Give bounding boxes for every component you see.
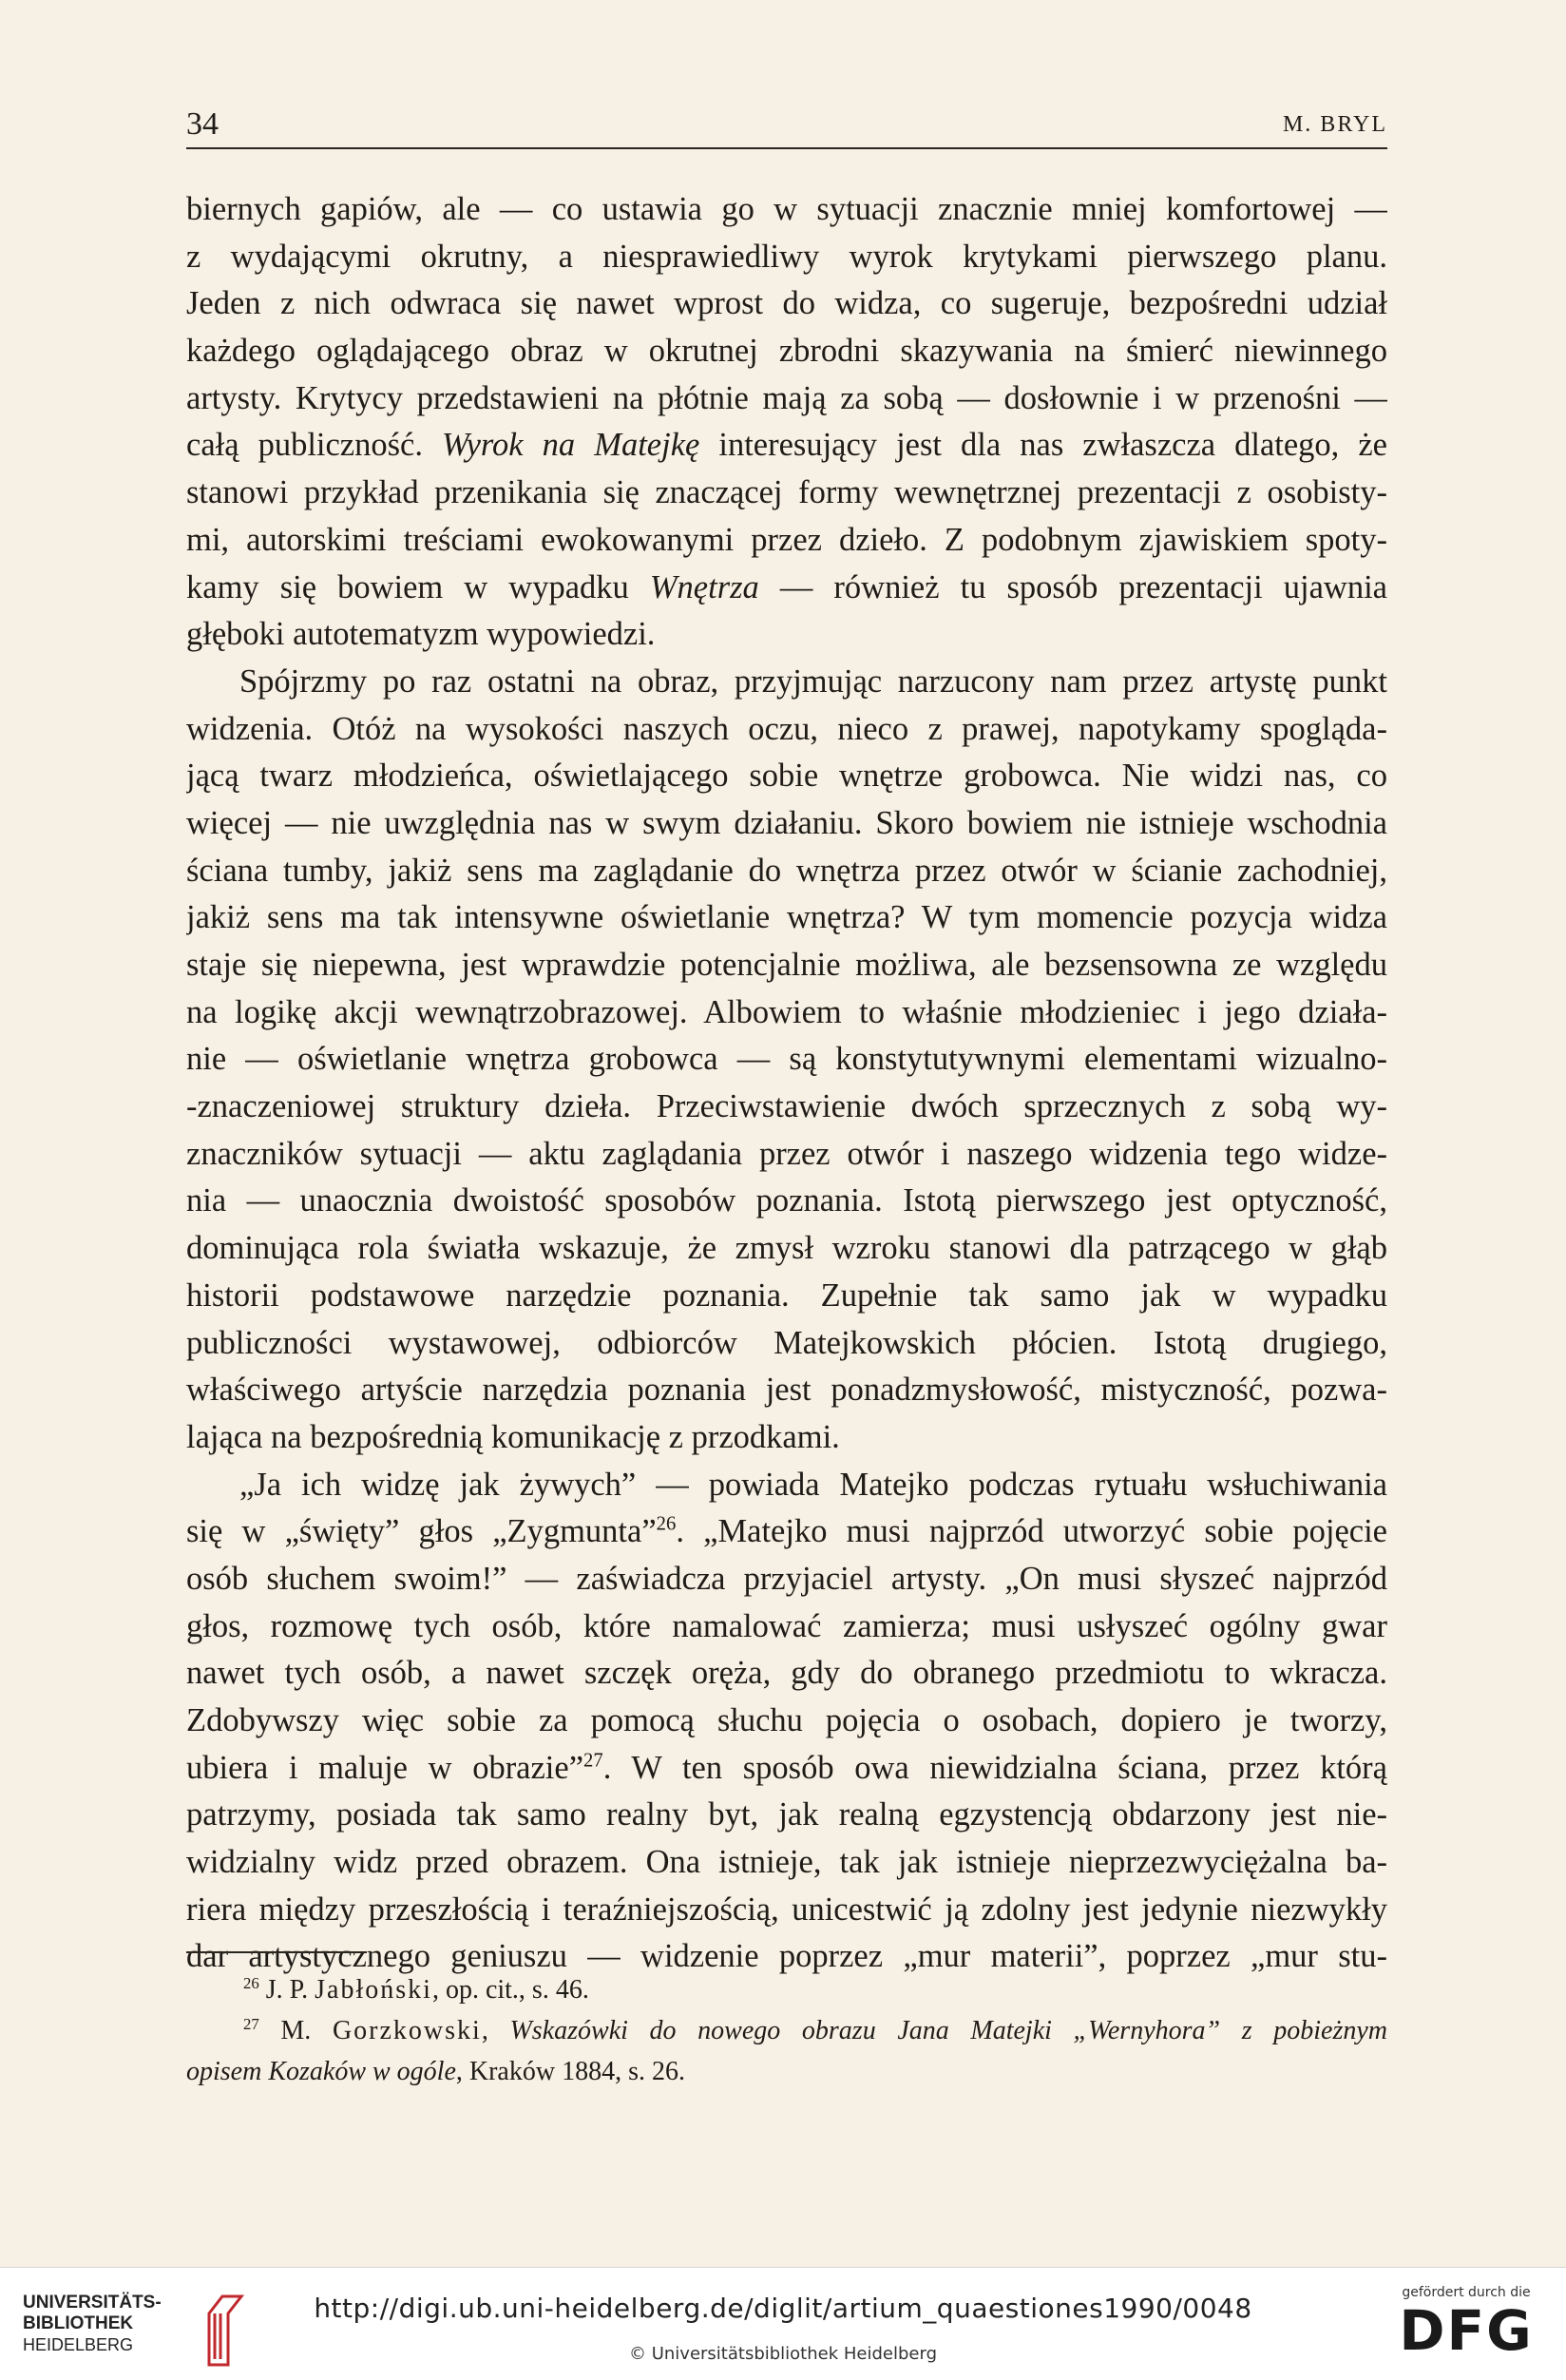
text-line: z wydającymi okrutny, a niesprawiedliwy wyrok krytykami pierwszego planu. (186, 238, 1387, 275)
author-name: Gorzkowski (332, 2016, 482, 2045)
header-rule (186, 147, 1387, 149)
text-line: znaczników sytuacji — aktu zaglądania przez otwór i naszego widzenia tego widze- (186, 1135, 1387, 1172)
text-line: riera między przeszłością i teraźniejszością, unicestwić ją zdolny jest jedynie niezwykły (186, 1891, 1387, 1928)
text-line: staje się niepewna, jest wprawdzie potencjalnie możliwa, ale bezsensowna ze względu (186, 947, 1387, 983)
italic-title: Wskazówki do nowego obrazu Jana Matejki „Wernyhora” z pobieżnym (509, 2016, 1387, 2045)
funder-caption: gefördert durch die (1402, 2285, 1531, 2300)
text-line: każdego oglądającego obraz w okrutnej zbrodni skazywania na śmierć niewinnego (186, 333, 1387, 370)
text-line: właściwego artyście narzędzia poznania jest ponadzmysłowość, mistyczność, pozwa- (186, 1372, 1387, 1409)
text-line: widzenia. Otóż na wysokości naszych oczu, nieco z prawej, napotykamy spogląda- (186, 710, 1387, 747)
text-line: stanowi przykład przenikania się znaczącej formy wewnętrznej prezentacji z osobisty- (186, 474, 1387, 511)
text-line (186, 1745, 1387, 1793)
footnotes (186, 1969, 1387, 2092)
running-head (186, 106, 1387, 144)
page-number: 34 (186, 106, 219, 142)
running-head-author: M. BRYL (1282, 112, 1387, 137)
copyright-notice: © Universitätsbibliothek Heidelberg (628, 2344, 937, 2364)
text-line: jakiż sens ma tak intensywne oświetlanie wnętrza? W tym momencie pozycja widza (186, 899, 1387, 936)
library-line-2: BIBLIOTHEK (23, 2313, 134, 2333)
text-line: dominująca rola światła wskazuje, że zmysł wzroku stanowi dla patrzącego w głąb (186, 1230, 1387, 1267)
text-line: mi, autorskimi treściami ewokowanymi przez dzieło. Z podobnym zjawiskiem spoty- (186, 521, 1387, 558)
text-line: nie — oświetlanie wnętrza grobowca — są konstytutywnymi elementami wizualno- (186, 1041, 1387, 1078)
library-line-3: HEIDELBERG (23, 2335, 134, 2354)
body-text (186, 186, 1387, 1981)
text-run: interesujący jest dla nas zwłaszcza dlatego, że (699, 427, 1387, 464)
dfg-logo: DFG (1399, 2298, 1534, 2363)
text-run: , Kraków 1884, s. 26. (455, 2057, 685, 2086)
text-line: osób słuchem swoim!” — zaświadcza przyjaciel artysty. „On musi słyszeć najprzód (186, 1560, 1387, 1597)
text-line: -znaczeniowej struktury dzieła. Przeciwstawienie dwóch sprzecznych z sobą wy- (186, 1088, 1387, 1125)
text-line (186, 422, 1387, 470)
text-run: , op. cit., s. 46. (431, 1975, 589, 2005)
text-line: na logikę akcji wewnątrzobrazowej. Albowiem to właśnie młodzieniec i jego działa- (186, 993, 1387, 1030)
text-line: Jeden z nich odwraca się nawet wprost do widza, co sugeruje, bezpośredni udział (186, 285, 1387, 322)
text-line: jącą twarz młodzieńca, oświetlającego sobie wnętrze grobowca. Nie widzi nas, co (186, 758, 1387, 795)
footnote-reference: 26 (243, 1973, 259, 1992)
text-line (186, 565, 1387, 612)
text-line: Zdobywszy więc sobie za pomocą słuchu pojęcia o osobach, dopiero je tworzy, (186, 1702, 1387, 1738)
italic-title: Wyrok na Matejkę (442, 427, 700, 464)
text-line: historii podstawowe narzędzie poznania. Zupełnie tak samo jak w wypadku (186, 1276, 1387, 1314)
footnote-reference: 26 (656, 1513, 677, 1535)
text-line (186, 1508, 1387, 1556)
footnote-reference: 27 (243, 2014, 259, 2033)
text-line: ściana tumby, jakiż sens ma zaglądanie do wnętrza przez otwór w ścianie zachodniej, (186, 852, 1387, 889)
text-line: głos, rozmowę tych osób, które namalować zamierza; musi usłyszeć ogólny gwar (186, 1607, 1387, 1644)
footnote-reference: 27 (583, 1750, 603, 1772)
footnote-line (186, 2010, 1387, 2051)
author-name: Jabłoński (315, 1975, 432, 2005)
text-run: M. (258, 2016, 333, 2045)
footnote-line (186, 1969, 1387, 2010)
text-line: patrzymy, posiada tak samo realny byt, jak realną egzystencją obdarzony jest nie- (186, 1796, 1387, 1833)
italic-title: Wnętrza (649, 568, 759, 605)
text-line: lająca na bezpośrednią komunikację z przodkami. (186, 1418, 840, 1455)
text-line: biernych gapiów, ale — co ustawia go w sytuacji znacznie mniej komfortowej — (186, 191, 1387, 227)
text-run: J. P. (258, 1975, 315, 2005)
text-line: widzialny widz przed obrazem. Ona istnieje, tak jak istnieje nieprzezwyciężalna ba- (186, 1844, 1387, 1881)
text-line: „Ja ich widzę jak żywych” — powiada Matejko podczas rytuału wsłuchiwania (239, 1466, 1387, 1503)
text-run: całą publiczność. (186, 427, 443, 464)
text-run: kamy się bowiem w wypadku (186, 568, 650, 605)
text-line: głęboki autotematyzm wypowiedzi. (186, 616, 656, 653)
text-line: publiczności wystawowej, odbiorców Matejkowskich płócien. Istotą drugiego, (186, 1324, 1387, 1361)
text-line: więcej — nie uwzględnia nas w swym działaniu. Skoro bowiem nie istnieje wschodnia (186, 804, 1387, 841)
text-line: nawet tych osób, a nawet szczęk oręża, gdy do obranego przedmiotu to wkracza. (186, 1655, 1387, 1692)
text-line: nia — unaocznia dwoistość sposobów poznania. Istotą pierwszego jest optyczność, (186, 1182, 1387, 1219)
text-run: — również tu sposób prezentacji ujawnia (758, 568, 1387, 605)
text-run: . W ten sposób owa niewidzialna ściana, przez którą (602, 1749, 1387, 1786)
permalink-url[interactable]: http://digi.ub.uni-heidelberg.de/diglit/artium_quaestiones1990/0048 (314, 2293, 1252, 2324)
text-run: , (481, 2016, 510, 2045)
italic-title: opisem Kozaków w ogóle (186, 2057, 456, 2086)
footnote-line (186, 2051, 1387, 2092)
text-run: . „Matejko musi najprzód utworzyć sobie pojęcie (676, 1513, 1387, 1550)
text-line: Spójrzmy po raz ostatni na obraz, przyjmując narzucony nam przez artystę punkt (239, 662, 1387, 700)
footnote-rule (186, 1951, 367, 1953)
text-run: ubiera i maluje w obrazie” (186, 1749, 584, 1786)
viewer-footer (0, 2267, 1566, 2380)
funder-block[interactable] (1395, 2285, 1537, 2370)
library-line-1: UNIVERSITÄTS- (23, 2293, 162, 2313)
text-line: dar artystycznego geniuszu — widzenie poprzez „mur materii”, poprzez „mur stu- (186, 1938, 1387, 1975)
text-run: się w „święty” głos „Zygmunta” (186, 1513, 657, 1550)
text-line: artysty. Krytycy przedstawieni na płótnie mają za sobą — dosłownie i w przenośni — (186, 379, 1387, 416)
